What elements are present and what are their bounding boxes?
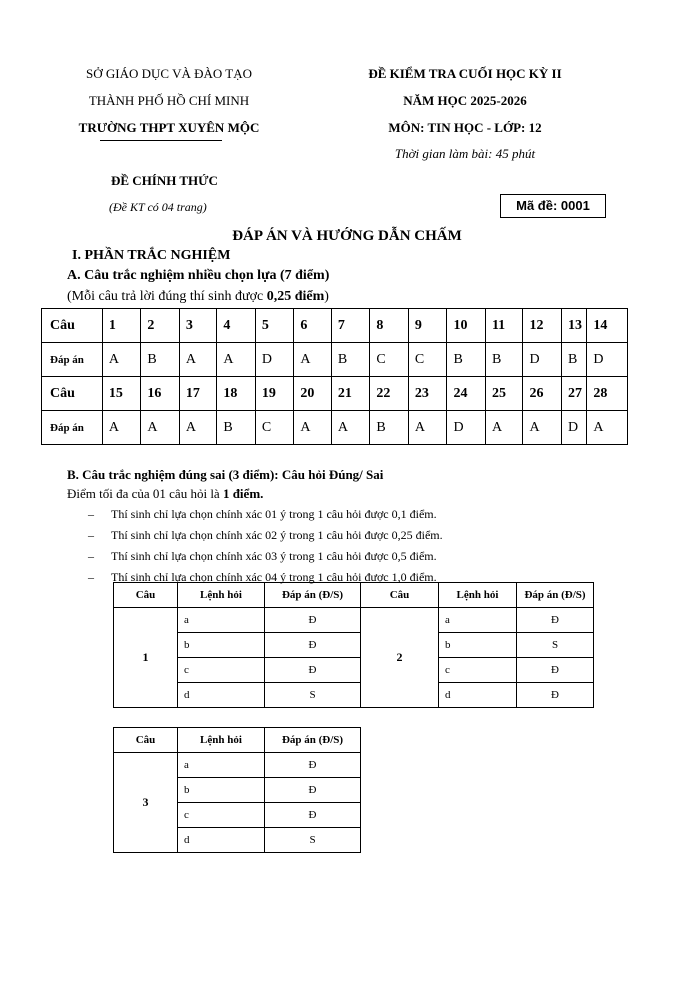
answer-label-cell: Đáp án bbox=[42, 411, 103, 445]
question-number-cell: 11 bbox=[485, 309, 523, 343]
question-number-cell: 13 bbox=[561, 309, 586, 343]
col-answer-header: Đáp án (Đ/S) bbox=[265, 583, 361, 608]
tf-answer-cell: Đ bbox=[265, 608, 361, 633]
question-number-cell: 27 bbox=[561, 377, 586, 411]
pages-note: (Đề KT có 04 trang) bbox=[109, 200, 207, 214]
tf-answer-table-3 bbox=[113, 727, 361, 853]
tf-statement-cell: d bbox=[178, 828, 265, 853]
tf-answer-cell: Đ bbox=[517, 608, 594, 633]
question-number-cell: 24 bbox=[447, 377, 486, 411]
question-number-cell: 17 bbox=[179, 377, 217, 411]
answer-row bbox=[42, 411, 628, 445]
question-number-cell: 10 bbox=[447, 309, 486, 343]
tf-statement-cell: a bbox=[439, 608, 517, 633]
scoring-rule: – Thí sinh chỉ lựa chọn chính xác 02 ý trong 1 câu hỏi được 0,25 điểm. bbox=[88, 528, 443, 542]
answer-cell: C bbox=[370, 343, 409, 377]
question-number-cell: 16 bbox=[141, 377, 180, 411]
answer-cell: D bbox=[523, 343, 562, 377]
question-number-cell: 8 bbox=[370, 309, 409, 343]
tf-row bbox=[114, 753, 361, 778]
tf-row bbox=[114, 633, 594, 658]
tf-statement-cell: d bbox=[178, 683, 265, 708]
exam-duration: Thời gian làm bài: 45 phút bbox=[394, 146, 536, 161]
answer-cell: A bbox=[294, 343, 332, 377]
answer-cell: A bbox=[141, 411, 180, 445]
question-number-row bbox=[42, 377, 628, 411]
col-statement-header: Lệnh hỏi bbox=[178, 728, 265, 753]
department-name: SỞ GIÁO DỤC VÀ ĐÀO TẠO bbox=[86, 66, 252, 81]
tf-statement-cell: b bbox=[178, 633, 265, 658]
answer-cell: A bbox=[102, 411, 141, 445]
subject-grade: MÔN: TIN HỌC - LỚP: 12 bbox=[388, 120, 542, 135]
tf-answer-cell: Đ bbox=[265, 778, 361, 803]
school-underline bbox=[100, 140, 222, 141]
question-number-cell: 25 bbox=[485, 377, 523, 411]
answer-row bbox=[42, 343, 628, 377]
tf-question-number: 2 bbox=[361, 608, 439, 708]
question-number-cell: 22 bbox=[370, 377, 409, 411]
answer-cell: A bbox=[179, 411, 217, 445]
tf-statement-cell: c bbox=[178, 803, 265, 828]
answer-cell: C bbox=[255, 411, 294, 445]
tf-statement-cell: c bbox=[439, 658, 517, 683]
answer-cell: A bbox=[523, 411, 562, 445]
tf-row bbox=[114, 683, 594, 708]
tf-answer-cell: Đ bbox=[265, 658, 361, 683]
tf-header-row bbox=[114, 583, 594, 608]
tf-answer-cell: Đ bbox=[517, 658, 594, 683]
part1-heading: I. PHẦN TRẮC NGHIỆM bbox=[72, 248, 231, 263]
page-title: ĐÁP ÁN VÀ HƯỚNG DẪN CHẤM bbox=[232, 228, 462, 244]
col-question-header: Câu bbox=[114, 583, 178, 608]
tf-answer-cell: Đ bbox=[265, 753, 361, 778]
col-answer-header: Đáp án (Đ/S) bbox=[517, 583, 594, 608]
question-number-cell: 1 bbox=[102, 309, 141, 343]
answer-cell: B bbox=[447, 343, 486, 377]
question-number-cell: 20 bbox=[294, 377, 332, 411]
scoring-rules-list bbox=[84, 504, 443, 588]
tf-header-row bbox=[114, 728, 361, 753]
answer-cell: C bbox=[408, 343, 447, 377]
tf-answer-cell: Đ bbox=[517, 683, 594, 708]
tf-statement-cell: d bbox=[439, 683, 517, 708]
answer-cell: D bbox=[255, 343, 294, 377]
answer-cell: A bbox=[294, 411, 332, 445]
question-number-row bbox=[42, 309, 628, 343]
section-b-max-score: Điểm tối đa của 01 câu hỏi là 1 điểm. bbox=[67, 486, 264, 501]
tf-question-number: 1 bbox=[114, 608, 178, 708]
col-question-header: Câu bbox=[361, 583, 439, 608]
question-number-cell: 7 bbox=[331, 309, 370, 343]
tf-statement-cell: c bbox=[178, 658, 265, 683]
col-statement-header: Lệnh hỏi bbox=[178, 583, 265, 608]
answer-cell: A bbox=[102, 343, 141, 377]
section-b-heading: B. Câu trắc nghiệm đúng sai (3 điểm): Câu hỏi Đúng/ Sai bbox=[67, 467, 384, 482]
question-number-cell: 21 bbox=[331, 377, 370, 411]
tf-row bbox=[114, 608, 594, 633]
scoring-rule: – Thí sinh chỉ lựa chọn chính xác 03 ý trong 1 câu hỏi được 0,5 điểm. bbox=[88, 549, 437, 563]
section-a-note: (Mỗi câu trả lời đúng thí sinh được 0,25 điểm) bbox=[67, 289, 329, 304]
answer-cell: B bbox=[331, 343, 370, 377]
city-name: THÀNH PHỐ HỒ CHÍ MINH bbox=[88, 93, 250, 108]
answer-cell: A bbox=[217, 343, 256, 377]
tf-answer-cell: S bbox=[517, 633, 594, 658]
mc-answer-table bbox=[41, 308, 628, 445]
question-label-cell: Câu bbox=[42, 377, 103, 411]
question-number-cell: 5 bbox=[255, 309, 294, 343]
tf-answer-cell: S bbox=[265, 683, 361, 708]
scoring-rule: – Thí sinh chỉ lựa chọn chính xác 04 ý trong 1 câu hỏi được 1,0 điểm. bbox=[88, 570, 437, 584]
answer-cell: D bbox=[587, 343, 628, 377]
question-number-cell: 23 bbox=[408, 377, 447, 411]
section-a-heading: A. Câu trắc nghiệm nhiều chọn lựa (7 điểm) bbox=[67, 268, 330, 283]
answer-cell: A bbox=[179, 343, 217, 377]
question-number-cell: 12 bbox=[523, 309, 562, 343]
tf-answer-cell: S bbox=[265, 828, 361, 853]
answer-cell: B bbox=[485, 343, 523, 377]
question-number-cell: 15 bbox=[102, 377, 141, 411]
official-label: ĐỀ CHÍNH THỨC bbox=[111, 173, 218, 188]
tf-row bbox=[114, 658, 594, 683]
question-number-cell: 28 bbox=[587, 377, 628, 411]
tf-question-number: 3 bbox=[114, 753, 178, 853]
scoring-rule: – Thí sinh chỉ lựa chọn chính xác 01 ý trong 1 câu hỏi được 0,1 điểm. bbox=[88, 507, 437, 521]
answer-cell: B bbox=[561, 343, 586, 377]
question-number-cell: 3 bbox=[179, 309, 217, 343]
tf-statement-cell: b bbox=[178, 778, 265, 803]
exam-code-box: Mã đề: 0001 bbox=[500, 194, 606, 218]
answer-cell: A bbox=[408, 411, 447, 445]
question-number-cell: 14 bbox=[587, 309, 628, 343]
question-number-cell: 18 bbox=[217, 377, 256, 411]
question-label-cell: Câu bbox=[42, 309, 103, 343]
col-question-header: Câu bbox=[114, 728, 178, 753]
tf-answer-cell: Đ bbox=[265, 633, 361, 658]
answer-cell: A bbox=[587, 411, 628, 445]
exam-title: ĐỀ KIỂM TRA CUỐI HỌC KỲ II bbox=[368, 66, 562, 81]
question-number-cell: 4 bbox=[217, 309, 256, 343]
col-answer-header: Đáp án (Đ/S) bbox=[265, 728, 361, 753]
answer-cell: B bbox=[370, 411, 409, 445]
answer-cell: B bbox=[141, 343, 180, 377]
tf-answer-table-1-2 bbox=[113, 582, 594, 708]
question-number-cell: 2 bbox=[141, 309, 180, 343]
answer-cell: D bbox=[447, 411, 486, 445]
tf-statement-cell: a bbox=[178, 608, 265, 633]
question-number-cell: 19 bbox=[255, 377, 294, 411]
question-number-cell: 26 bbox=[523, 377, 562, 411]
tf-answer-cell: Đ bbox=[265, 803, 361, 828]
answer-label-cell: Đáp án bbox=[42, 343, 103, 377]
answer-cell: A bbox=[485, 411, 523, 445]
question-number-cell: 6 bbox=[294, 309, 332, 343]
school-name: TRƯỜNG THPT XUYÊN MỘC bbox=[78, 120, 260, 135]
school-year: NĂM HỌC 2025-2026 bbox=[403, 93, 527, 108]
tf-statement-cell: a bbox=[178, 753, 265, 778]
tf-statement-cell: b bbox=[439, 633, 517, 658]
answer-cell: D bbox=[561, 411, 586, 445]
question-number-cell: 9 bbox=[408, 309, 447, 343]
answer-cell: B bbox=[217, 411, 256, 445]
col-statement-header: Lệnh hỏi bbox=[439, 583, 517, 608]
answer-cell: A bbox=[331, 411, 370, 445]
